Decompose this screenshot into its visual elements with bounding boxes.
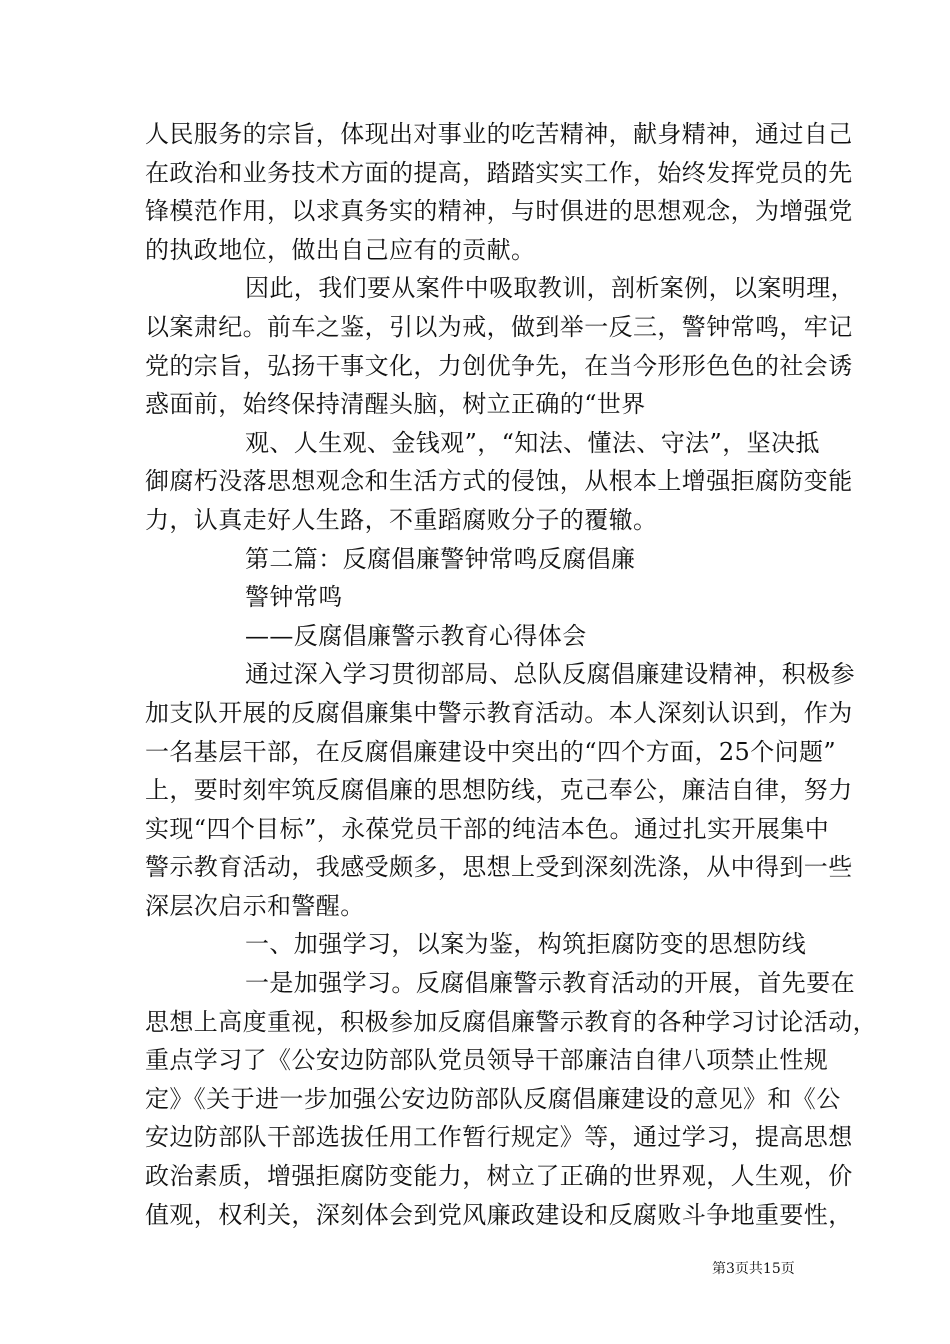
subheading: 一、加强学习，以案为鉴，构筑拒腐防变的思想防线	[245, 930, 807, 959]
text-line: 重点学习了《公安边防部队党员领导干部廉洁自律八项禁止性规	[145, 1046, 829, 1075]
text-line: 一名基层干部，在反腐倡廉建设中突出的“四个方面，25个问题”	[145, 737, 837, 766]
text-line: 御腐朽没落思想观念和生活方式的侵蚀，从根本上增强拒腐防变能	[145, 467, 853, 496]
text-line: 以案肃纪。前车之鉴，引以为戒，做到举一反三，警钟常鸣，牢记	[145, 312, 853, 341]
text-line: 值观，权利关，深刻体会到党风廉政建设和反腐败斗争地重要性，	[145, 1200, 853, 1229]
text-line-indented: 观、人生观、金钱观”，“知法、懂法、守法”，坚决抵	[245, 428, 820, 457]
section-title: 警钟常鸣	[245, 583, 343, 612]
text-line: 的执政地位，做出自己应有的贡献。	[145, 235, 536, 264]
text-line: 深层次启示和警醒。	[145, 891, 365, 920]
text-line: 力，认真走好人生路，不重蹈腐败分子的覆辙。	[145, 505, 658, 534]
section-subtitle: ——反腐倡廉警示教育心得体会	[245, 621, 587, 650]
text-line: 党的宗旨，弘扬干事文化，力创优争先，在当今形形色色的社会诱	[145, 351, 853, 380]
paragraph-start: 通过深入学习贯彻部局、总队反腐倡廉建设精神，积极参	[245, 660, 855, 689]
text-line: 定》《关于进一步加强公安边防部队反腐倡廉建设的意见》和《公	[145, 1084, 841, 1113]
text-line: 安边防部队干部选拔任用工作暂行规定》等，通过学习，提高思想	[145, 1123, 853, 1152]
section-heading: 第二篇：反腐倡廉警钟常鸣反腐倡廉	[245, 544, 636, 573]
text-line: 惑面前，始终保持清醒头脑，树立正确的“世界	[145, 390, 646, 419]
text-line: 思想上高度重视，积极参加反腐倡廉警示教育的各种学习讨论活动，	[145, 1007, 877, 1036]
document-body	[145, 115, 877, 1234]
text-line: 上，要时刻牢筑反腐倡廉的思想防线，克己奉公，廉洁自律，努力	[145, 776, 853, 805]
text-line: 人民服务的宗旨，体现出对事业的吃苦精神，献身精神，通过自己	[145, 120, 853, 148]
text-line: 政治素质，增强拒腐防变能力，树立了正确的世界观，人生观，价	[145, 1162, 853, 1191]
text-line: 锋模范作用，以求真务实的精神，与时俱进的思想观念，为增强党	[145, 197, 853, 226]
text-line: 在政治和业务技术方面的提高，踏踏实实工作，始终发挥党员的先	[145, 158, 853, 187]
text-line: 警示教育活动，我感受颇多，思想上受到深刻洗涤，从中得到一些	[145, 853, 853, 882]
text-line: 实现“四个目标”，永葆党员干部的纯洁本色。通过扎实开展集中	[145, 814, 830, 843]
text-line: 加支队开展的反腐倡廉集中警示教育活动。本人深刻认识到，作为	[145, 698, 853, 727]
page-number-footer: 第3页共15页	[712, 1261, 795, 1277]
paragraph-start: 因此，我们要从案件中吸取教训，剖析案例，以案明理，	[245, 274, 855, 303]
paragraph-start: 一是加强学习。反腐倡廉警示教育活动的开展，首先要在	[245, 969, 855, 998]
